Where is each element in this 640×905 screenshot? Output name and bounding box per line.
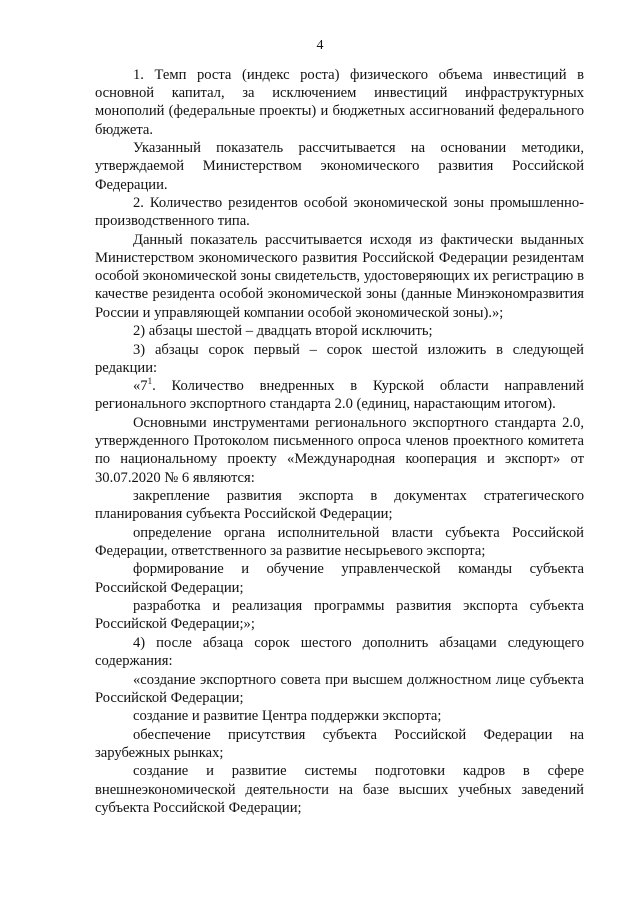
paragraph-2: Указанный показатель рассчитывается на основании методики, утверждаемой Министерством экономического развития Российской Федерации. bbox=[95, 140, 584, 193]
page-number: 4 bbox=[316, 38, 324, 53]
paragraph-7-text: . Количество внедренных в Курской области направлений регионального экспортного стандарта 2.0 (единиц, нарастающим итогом). bbox=[95, 378, 584, 413]
paragraph-9: закрепление развития экспорта в документах стратегического планирования субъекта Российской Федерации; bbox=[95, 488, 584, 523]
paragraph-17: создание и развитие системы подготовки кадров в сфере внешнеэкономической деятельности на базе высших учебных заведений субъекта Российской Федерации; bbox=[95, 763, 584, 816]
paragraph-16: обеспечение присутствия субъекта Российской Федерации на зарубежных рынках; bbox=[95, 726, 584, 761]
paragraph-7-superscript: 1 bbox=[147, 376, 153, 387]
paragraph-15: создание и развитие Центра поддержки экспорта; bbox=[133, 708, 442, 725]
paragraph-11: формирование и обучение управленческой команды субъекта Российской Федерации; bbox=[95, 561, 584, 596]
paragraph-8: Основными инструментами регионального экспортного стандарта 2.0, утвержденного Протоколом письменного опроса членов проектного комитета по национальному проекту «Международная кооперация и экспорт» от 30.07.2020 № 6 являются: bbox=[95, 414, 584, 486]
paragraph-6: 3) абзацы сорок первый – сорок шестой изложить в следующей редакции: bbox=[95, 341, 584, 376]
paragraph-5: 2) абзацы шестой – двадцать второй исключить; bbox=[133, 323, 433, 340]
paragraph-12: разработка и реализация программы развития экспорта субъекта Российской Федерации;»; bbox=[95, 598, 584, 633]
paragraph-1: 1. Темп роста (индекс роста) физического объема инвестиций в основной капитал, за исключением инвестиций инфраструктурных монополий (федеральные проекты) и бюджетных ассигнований федерального бюджета. bbox=[95, 67, 584, 138]
paragraph-14: «создание экспортного совета при высшем должностном лице субъекта Российской Федерации; bbox=[95, 671, 584, 706]
paragraph-7-prefix: «7 bbox=[133, 378, 148, 395]
document-body bbox=[95, 66, 584, 817]
paragraph-3: 2. Количество резидентов особой экономической зоны промышленно-производственного типа. bbox=[95, 195, 584, 230]
paragraph-4: Данный показатель рассчитывается исходя из фактически выданных Министерством экономического развития Российской Федерации резидентам особой экономической зоны свидетельств, удостоверяющих их регистрацию в качестве резидента особой экономической зоны (данные Минэкономразвития России и управляющей компании особой экономической зоны).»; bbox=[95, 231, 584, 321]
paragraph-10: определение органа исполнительной власти субъекта Российской Федерации, ответственного за развитие несырьевого экспорта; bbox=[95, 524, 584, 559]
paragraph-13: 4) после абзаца сорок шестого дополнить абзацами следующего содержания: bbox=[95, 634, 584, 670]
paragraph-7 bbox=[95, 377, 584, 413]
